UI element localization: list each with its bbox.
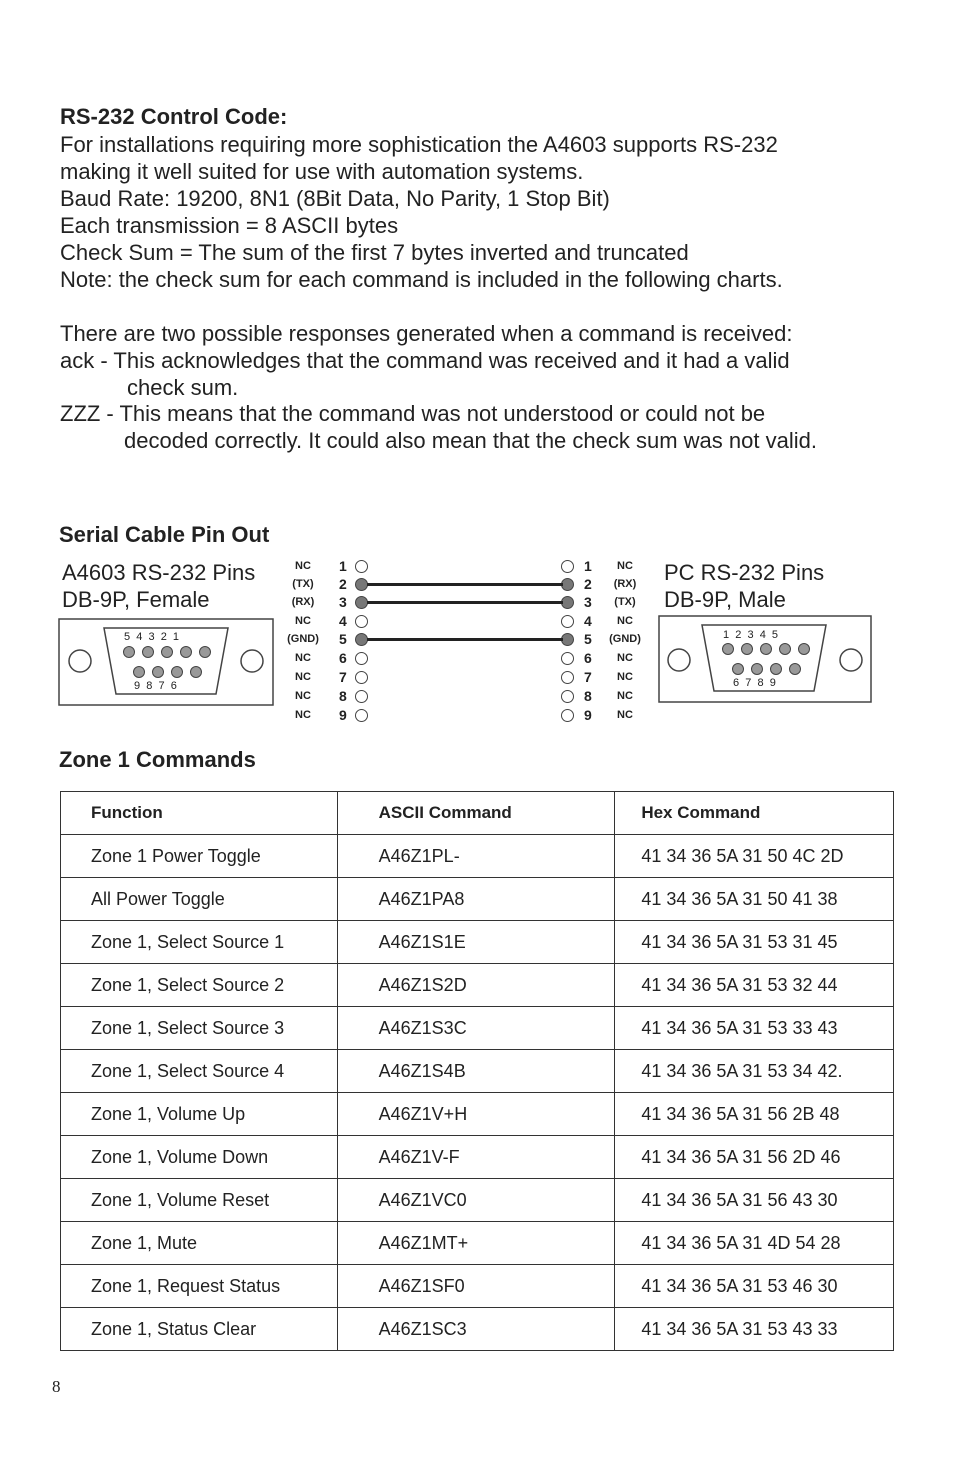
function-cell: Zone 1, Volume Reset: [61, 1179, 338, 1222]
right-pin-circle: [561, 652, 574, 665]
table-row: [61, 1050, 894, 1093]
table-row: [61, 1007, 894, 1050]
right-pin-number: 7: [584, 669, 592, 685]
ack-line: ack - This acknowledges that the command was received and it had a valid: [60, 348, 790, 373]
responses-intro: There are two possible responses generated when a command is received:: [60, 321, 793, 346]
right-pin-circle: [561, 615, 574, 628]
right-pin-signal-label: (RX): [613, 578, 637, 590]
hex-command-cell: 41 34 36 5A 31 56 43 30: [615, 1179, 894, 1222]
right-pin-signal-label: NC: [617, 560, 633, 572]
ascii-command-cell: A46Z1S1E: [337, 921, 615, 964]
right-pin-circle: [561, 560, 574, 573]
table-row: [61, 1179, 894, 1222]
right-pin-number: 5: [584, 631, 592, 647]
ascii-command-cell: A46Z1V+H: [337, 1093, 615, 1136]
zone1-heading: Zone 1 Commands: [59, 747, 256, 772]
table-row: [61, 921, 894, 964]
function-cell: Zone 1, Volume Down: [61, 1136, 338, 1179]
ascii-command-cell: A46Z1SC3: [337, 1308, 615, 1351]
ascii-command-cell: A46Z1V-F: [337, 1136, 615, 1179]
rs232-line: Note: the check sum for each command is included in the following charts.: [60, 267, 783, 292]
left-pin-number: 7: [339, 669, 347, 685]
left-pin-signal-label: NC: [295, 690, 311, 702]
left-pin-circle: [355, 652, 368, 665]
left-pin-number: 6: [339, 650, 347, 666]
left-pin-signal-label: (GND): [287, 633, 319, 645]
ascii-command-cell: A46Z1S4B: [337, 1050, 615, 1093]
right-pin-number: 9: [584, 707, 592, 723]
left-pin-signal-label: NC: [295, 615, 311, 627]
right-pin-circle: [561, 709, 574, 722]
right-pin-signal-label: NC: [617, 652, 633, 664]
function-cell: All Power Toggle: [61, 878, 338, 921]
ascii-command-cell: A46Z1S3C: [337, 1007, 615, 1050]
left-pin-signal-label: (TX): [292, 578, 314, 590]
left-pin-circle: [355, 560, 368, 573]
right-pin-number: 6: [584, 650, 592, 666]
rs232-line: Baud Rate: 19200, 8N1 (8Bit Data, No Parity, 1 Stop Bit): [60, 186, 610, 211]
ascii-command-cell: A46Z1MT+: [337, 1222, 615, 1265]
function-cell: Zone 1, Select Source 1: [61, 921, 338, 964]
wire-connection: [367, 601, 563, 604]
table-row: [61, 1222, 894, 1265]
hex-command-cell: 41 34 36 5A 31 4D 54 28: [615, 1222, 894, 1265]
left-pin-signal-label: NC: [295, 560, 311, 572]
right-pin-signal-label: NC: [617, 709, 633, 721]
female-bottom-pin-numbers: 9 8 7 6: [134, 680, 177, 692]
left-pin-number: 3: [339, 594, 347, 610]
left-pin-number: 1: [339, 558, 347, 574]
right-pin-signal-label: NC: [617, 671, 633, 683]
page-number: 8: [52, 1377, 61, 1396]
hex-command-cell: 41 34 36 5A 31 50 4C 2D: [615, 835, 894, 878]
right-pin-number: 4: [584, 613, 592, 629]
rs232-line: Each transmission = 8 ASCII bytes: [60, 213, 399, 238]
table-row: [61, 835, 894, 878]
right-pin-circle: [561, 671, 574, 684]
right-pin-number: 3: [584, 594, 592, 610]
hex-command-cell: 41 34 36 5A 31 53 32 44: [615, 964, 894, 1007]
right-pin-circle: [561, 690, 574, 703]
zone1-command-table: [60, 791, 894, 1351]
left-pin-number: 9: [339, 707, 347, 723]
table-row: [61, 964, 894, 1007]
male-bottom-pin-numbers: 6 7 8 9: [733, 677, 776, 689]
hex-command-cell: 41 34 36 5A 31 56 2B 48: [615, 1093, 894, 1136]
left-pin-number: 8: [339, 688, 347, 704]
left-connector-title: A4603 RS-232 Pins: [62, 560, 256, 585]
right-pin-signal-label: (TX): [614, 596, 636, 608]
left-pin-circle: [355, 709, 368, 722]
ascii-command-cell: A46Z1S2D: [337, 964, 615, 1007]
ascii-command-cell: A46Z1VC0: [337, 1179, 615, 1222]
right-pin-number: 8: [584, 688, 592, 704]
table-row: [61, 1136, 894, 1179]
left-pin-signal-label: NC: [295, 652, 311, 664]
left-pin-signal-label: NC: [295, 709, 311, 721]
hex-command-cell: 41 34 36 5A 31 53 31 45: [615, 921, 894, 964]
left-pin-number: 2: [339, 576, 347, 592]
right-pin-number: 2: [584, 576, 592, 592]
table-header-row: [61, 792, 894, 835]
right-pin-signal-label: NC: [617, 690, 633, 702]
hex-command-cell: 41 34 36 5A 31 53 46 30: [615, 1265, 894, 1308]
rs232-line: For installations requiring more sophistication the A4603 supports RS-232: [60, 132, 778, 157]
left-pin-signal-label: NC: [295, 671, 311, 683]
pinout-heading: Serial Cable Pin Out: [59, 522, 270, 547]
rs232-line: Check Sum = The sum of the first 7 bytes inverted and truncated: [60, 240, 689, 265]
table-row: [61, 878, 894, 921]
ascii-command-cell: A46Z1PA8: [337, 878, 615, 921]
hex-command-cell: 41 34 36 5A 31 53 43 33: [615, 1308, 894, 1351]
rs232-heading: RS-232 Control Code:: [60, 104, 288, 129]
left-pin-circle: [355, 615, 368, 628]
left-pin-number: 5: [339, 631, 347, 647]
ack-line-cont: check sum.: [127, 375, 239, 400]
column-header-function: Function: [61, 792, 338, 835]
left-pin-signal-label: (RX): [291, 596, 315, 608]
female-top-pin-numbers: 5 4 3 2 1: [124, 631, 180, 643]
right-pin-number: 1: [584, 558, 592, 574]
wire-connection: [367, 638, 563, 641]
hex-command-cell: 41 34 36 5A 31 50 41 38: [615, 878, 894, 921]
column-header-hex: Hex Command: [615, 792, 894, 835]
table-row: [61, 1093, 894, 1136]
hex-command-cell: 41 34 36 5A 31 53 33 43: [615, 1007, 894, 1050]
zzz-line: ZZZ - This means that the command was not understood or could not be: [60, 401, 766, 426]
ascii-command-cell: A46Z1SF0: [337, 1265, 615, 1308]
hex-command-cell: 41 34 36 5A 31 56 2D 46: [615, 1136, 894, 1179]
zzz-line-cont: decoded correctly. It could also mean that the check sum was not valid.: [124, 428, 817, 453]
right-connector-subtitle: DB-9P, Male: [664, 587, 786, 612]
function-cell: Zone 1, Mute: [61, 1222, 338, 1265]
left-connector-subtitle: DB-9P, Female: [62, 587, 210, 612]
left-pin-circle: [355, 671, 368, 684]
hex-command-cell: 41 34 36 5A 31 53 34 42.: [615, 1050, 894, 1093]
function-cell: Zone 1, Volume Up: [61, 1093, 338, 1136]
male-top-pin-numbers: 1 2 3 4 5: [723, 629, 779, 641]
function-cell: Zone 1 Power Toggle: [61, 835, 338, 878]
table-row: [61, 1265, 894, 1308]
rs232-line: making it well suited for use with automation systems.: [60, 159, 584, 184]
column-header-ascii: ASCII Command: [337, 792, 615, 835]
function-cell: Zone 1, Status Clear: [61, 1308, 338, 1351]
ascii-command-cell: A46Z1PL-: [337, 835, 615, 878]
left-pin-number: 4: [339, 613, 347, 629]
wire-connection: [367, 583, 563, 586]
function-cell: Zone 1, Select Source 2: [61, 964, 338, 1007]
right-pin-signal-label: (GND): [609, 633, 641, 645]
function-cell: Zone 1, Request Status: [61, 1265, 338, 1308]
male-db9-connector: [658, 615, 872, 703]
table-row: [61, 1308, 894, 1351]
function-cell: Zone 1, Select Source 4: [61, 1050, 338, 1093]
function-cell: Zone 1, Select Source 3: [61, 1007, 338, 1050]
female-db9-connector: [58, 618, 274, 706]
right-connector-title: PC RS-232 Pins: [664, 560, 825, 585]
left-pin-circle: [355, 690, 368, 703]
right-pin-signal-label: NC: [617, 615, 633, 627]
